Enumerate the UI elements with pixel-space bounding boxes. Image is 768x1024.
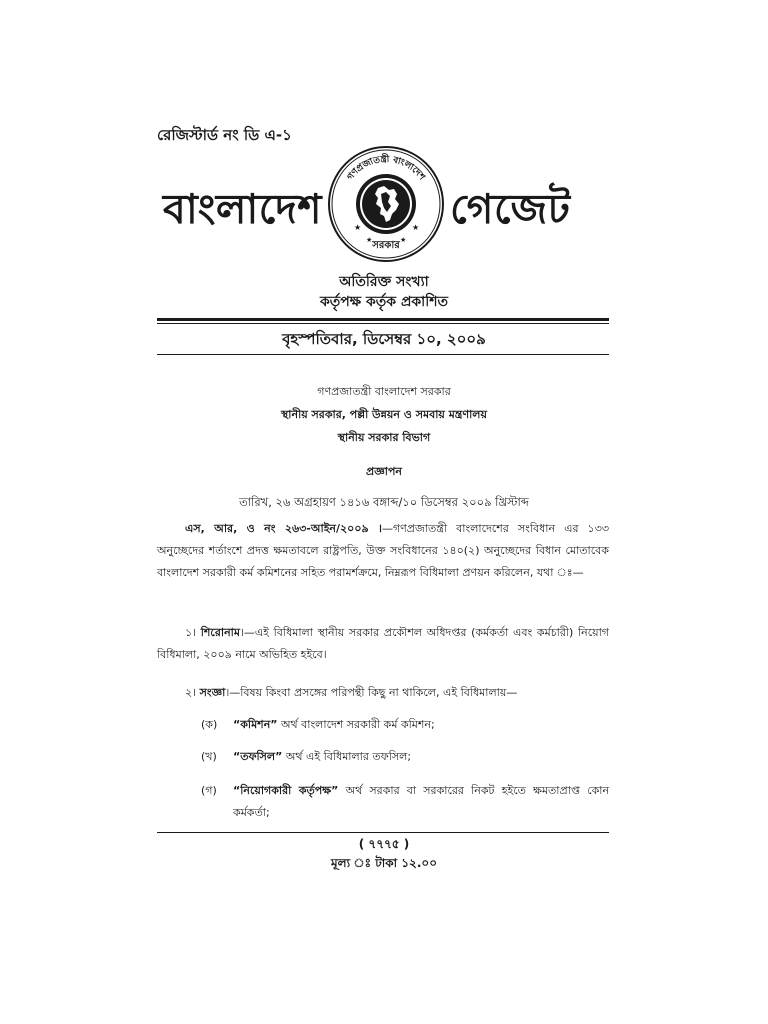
sro-reference: এস, আর, ও নং ২৬৩-আইন/২০০৯ । xyxy=(185,522,382,535)
price-label: মূল্য ঃ টাকা ১২.০০ xyxy=(330,856,438,870)
definition-text: অর্থ সরকার বা সরকারের নিকট হইতে ক্ষমতাপ্রাপ্ত কোন কর্মকর্তা; xyxy=(233,784,610,819)
rule-1-paragraph xyxy=(157,622,609,666)
masthead-title-left: বাংলাদেশ xyxy=(163,185,323,233)
definition-term: “কমিশন” xyxy=(233,718,278,731)
intro-paragraph xyxy=(157,518,609,584)
registration-number: রেজিস্টার্ড নং ডি এ-১ xyxy=(157,126,292,144)
svg-text:★: ★ xyxy=(400,236,407,244)
intro-text: —গণপ্রজাতন্ত্রী বাংলাদেশের সংবিধান এর ১৩৩ অনুচ্ছেদের শর্তাংশে প্রদত্ত ক্ষমতাবলে রাষ্ট্রপতি, উক্ত সংবিধানের ১৪০(২) অনুচ্ছেদের বিধান মোতাবেক বাংলাদেশ সরকারী কর্ম কমিশনের সহিত পরামর্শক্রমে, নিম্নরূপ বিধিমালা প্রণয়ন করিলেন, যথা ঃ— xyxy=(157,522,609,579)
definition-term: “তফসিল” xyxy=(233,750,283,763)
rule-1-number: ১। xyxy=(185,626,197,639)
masthead xyxy=(150,140,620,270)
header-rule-thick xyxy=(157,318,609,321)
rule-2-heading: সংজ্ঞা xyxy=(199,686,226,699)
header-rule-thin xyxy=(157,323,609,324)
svg-text:★: ★ xyxy=(354,223,362,232)
government-name: গণপ্রজাতন্ত্রী বাংলাদেশ সরকার xyxy=(317,385,451,398)
page-number: ( ৭৭৭৫ ) xyxy=(358,837,410,851)
date-rule xyxy=(157,354,609,355)
definition-term: “নিয়োগকারী কর্তৃপক্ষ” xyxy=(233,784,339,797)
definition-label: (খ) xyxy=(201,750,217,763)
seal-top-text: গণপ্রজাতন্ত্রী বাংলাদেশ xyxy=(345,154,427,183)
svg-text:★: ★ xyxy=(366,236,373,244)
division-name: স্থানীয় সরকার বিভাগ xyxy=(337,431,431,444)
rule-2-number: ২। xyxy=(185,686,197,699)
notice-title: প্রজ্ঞাপন xyxy=(366,465,402,478)
definition-label: (ক) xyxy=(201,718,218,731)
rule-2-paragraph xyxy=(157,682,609,704)
definition-label: (গ) xyxy=(201,784,217,797)
footer-rule xyxy=(157,832,609,833)
definition-text: অর্থ বাংলাদেশ সরকারী কর্ম কমিশন; xyxy=(280,718,435,731)
rule-1-text: ।—এই বিধিমালা স্থানীয় সরকার প্রকৌশল অধিদপ্তর (কর্মকর্তা এবং কর্মচারী) নিয়োগ বিধিমালা, ২০০৯ নামে অভিহিত হইবে। xyxy=(157,626,609,661)
published-by-authority-label: কর্তৃপক্ষ কর্তৃক প্রকাশিত xyxy=(319,294,449,310)
ministry-name: স্থানীয় সরকার, পল্লী উন্নয়ন ও সমবায় মন্ত্রণালয় xyxy=(281,408,487,421)
extraordinary-issue-label: অতিরিক্ত সংখ্যা xyxy=(339,274,429,290)
notice-date: তারিখ, ২৬ অগ্রহায়ণ ১৪১৬ বঙ্গাব্দ/১০ ডিসেম্বর ২০০৯ খ্রিস্টাব্দ xyxy=(239,495,529,509)
rule-2-text: ।—বিষয় কিংবা প্রসঙ্গের পরিপন্থী কিছু না থাকিলে, এই বিধিমালায়— xyxy=(225,686,518,699)
seal-bottom-text: সরকার xyxy=(372,240,400,251)
svg-text:★: ★ xyxy=(412,223,420,232)
definition-text: অর্থ এই বিধিমালার তফসিল; xyxy=(285,750,412,763)
issue-date: বৃহস্পতিবার, ডিসেম্বর ১০, ২০০৯ xyxy=(282,330,486,348)
government-seal-icon xyxy=(326,144,446,264)
masthead-title-right: গেজেট xyxy=(450,185,571,233)
rule-1-heading: শিরোনাম xyxy=(200,626,240,639)
